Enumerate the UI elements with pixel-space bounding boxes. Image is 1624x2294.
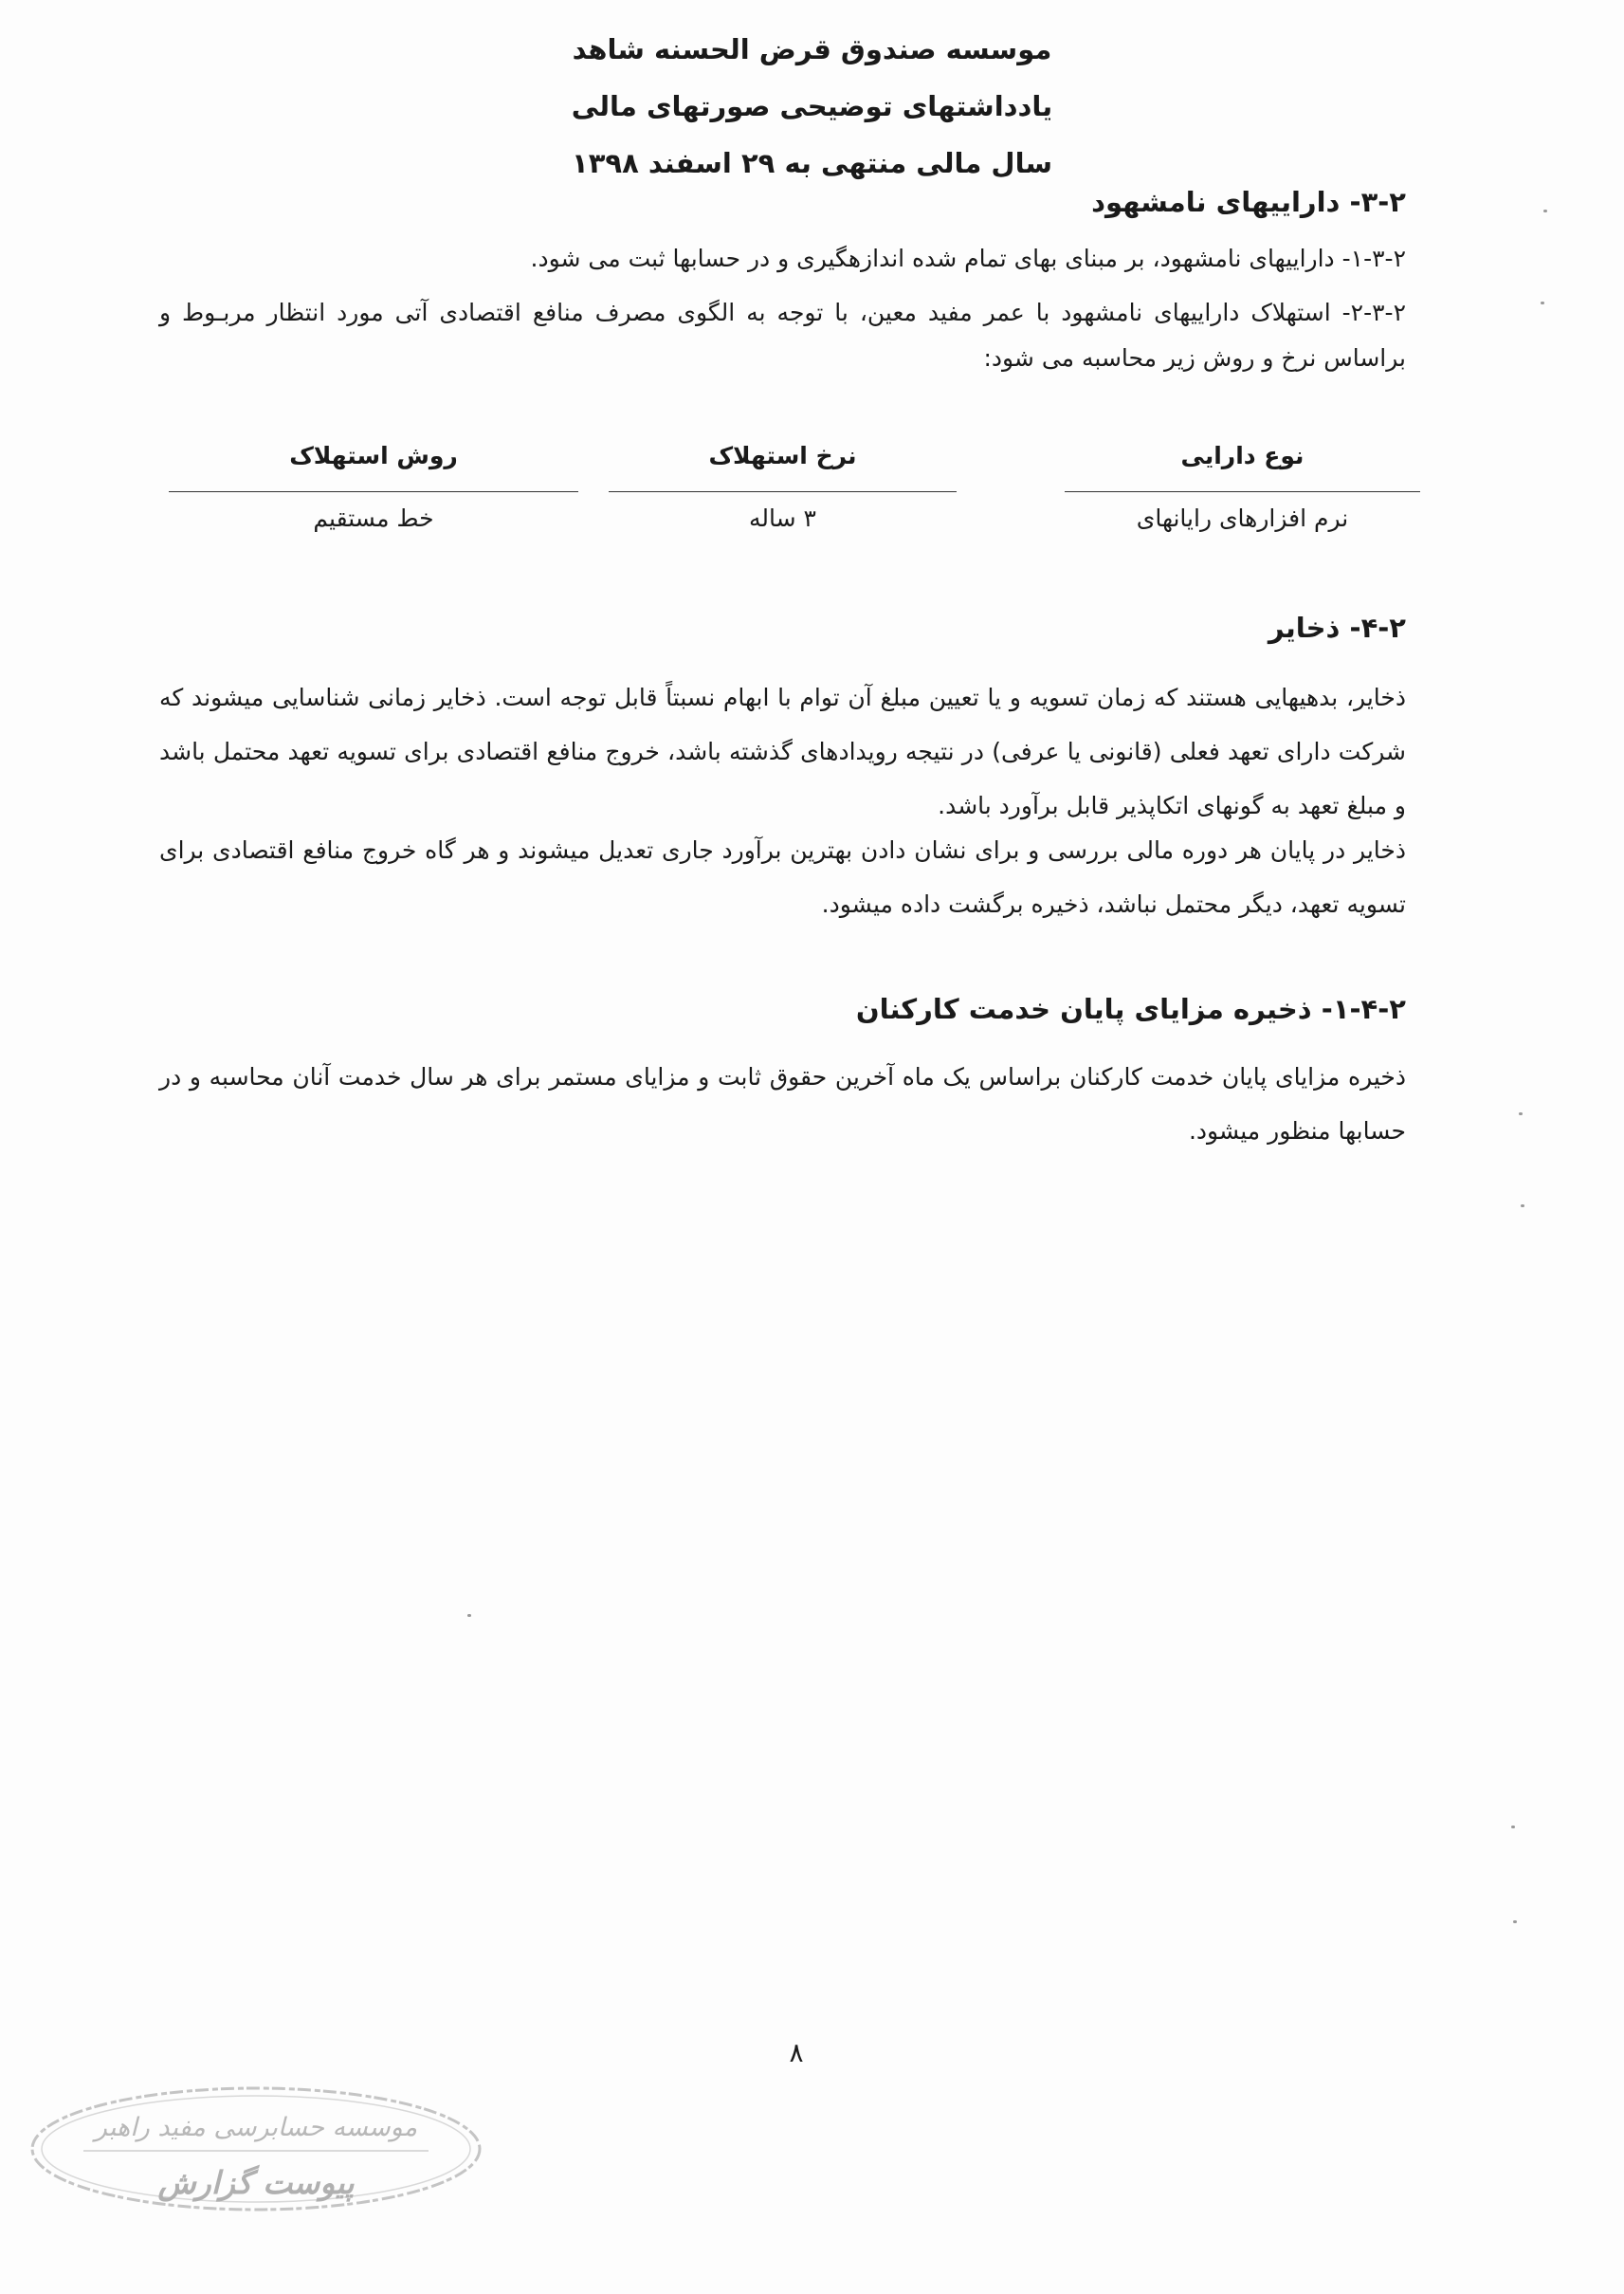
table-header-depreciation-rate: نرخ استهلاک — [708, 442, 857, 469]
scan-speck — [1519, 1112, 1523, 1115]
header-fiscal-year: سال مالی منتهی به ۲۹ اسفند ۱۳۹۸ — [572, 147, 1052, 179]
scan-speck — [1513, 1920, 1517, 1923]
section-2-3-title: ۳-۲- داراییهای نامشهود — [1091, 186, 1406, 218]
stamp-report-attachment: پیوست گزارش — [157, 2164, 355, 2201]
section-2-4-paragraph-1: ذخایر، بدهیهایی هستند که زمان تسویه و یا تعیین مبلغ آن توام با ابهام نسبتاً قابل توجه است. ذخایر زمانی شناسایی میشوند که شرکت دارای تعهد فعلی (قانونی یا عرفی) در نتیجه رویدادهای گذشته باشد، خروج منافع اقتصادی برای تسویه تعهد محتمل باشد و مبلغ تعهد به گونهای اتکاپذیر قابل برآورد باشد. — [159, 684, 1406, 819]
auditor-stamp — [27, 2083, 485, 2215]
section-2-4-paragraph-2: ذخایر در پایان هر دوره مالی بررسی و برای نشان دادن بهترین برآورد جاری تعدیل میشوند و هر گاه خروج منافع اقتصادی برای تسویه تعهد، دیگر محتمل نباشد، ذخیره برگشت داده میشود. — [159, 836, 1406, 918]
table-header-rule — [609, 491, 957, 492]
section-2-4-title: ۴-۲- ذخایر — [1268, 612, 1406, 644]
depreciation-table — [169, 436, 1420, 550]
table-column-depreciation-rate — [609, 436, 957, 550]
scan-speck — [1511, 1826, 1515, 1828]
table-header-asset-type: نوع دارایی — [1180, 442, 1305, 469]
section-2-3-item-2-line-1: ۲-۳-۲- استهلاک داراییهای نامشهود با عمر مفید معین، با توجه به الگوی مصرف منافع اقتصادی آتی مورد انتظار مربـوط و — [159, 299, 1406, 326]
header-notes-title: یادداشتهای توضیحی صورتهای مالی — [571, 90, 1053, 122]
table-cell-depreciation-rate: ۳ ساله — [749, 505, 816, 532]
section-2-4-1-title: ۱-۴-۲- ذخیره مزایای پایان خدمت کارکنان — [855, 993, 1406, 1025]
page-number: ۸ — [789, 2037, 804, 2068]
header-org-name: موسسه صندوق قرض الحسنه شاهد — [572, 33, 1052, 65]
scan-speck — [1543, 210, 1547, 212]
section-2-4-1-paragraph: ذخیره مزایای پایان خدمت کارکنان براساس یک ماه آخرین حقوق ثابت و مزایای مستمر برای هر سال خدمت آنان محاسبه و در حسابها منظور میشود. — [159, 1063, 1406, 1145]
table-column-asset-type — [1065, 436, 1420, 550]
scan-speck — [467, 1614, 471, 1617]
section-2-3-item-2-line-2: براساس نرخ و روش زیر محاسبه می شود: — [983, 344, 1406, 372]
table-cell-depreciation-method: خط مستقیم — [313, 505, 434, 532]
section-2-3-item-1: ۱-۳-۲- داراییهای نامشهود، بر مبنای بهای تمام شده اندازهگیری و در حسابها ثبت می شود. — [530, 245, 1406, 272]
table-cell-asset-type: نرم افزارهای رایانهای — [1136, 505, 1349, 532]
scan-speck — [1521, 1204, 1524, 1207]
document-header — [0, 21, 1624, 192]
table-header-rule — [169, 491, 578, 492]
stamp-auditor-name: موسسه حسابرسی مفید راهبر — [94, 2113, 418, 2142]
table-column-depreciation-method — [169, 436, 578, 550]
scan-speck — [1541, 302, 1544, 304]
table-header-rule — [1065, 491, 1420, 492]
table-header-depreciation-method: روش استهلاک — [289, 442, 458, 469]
